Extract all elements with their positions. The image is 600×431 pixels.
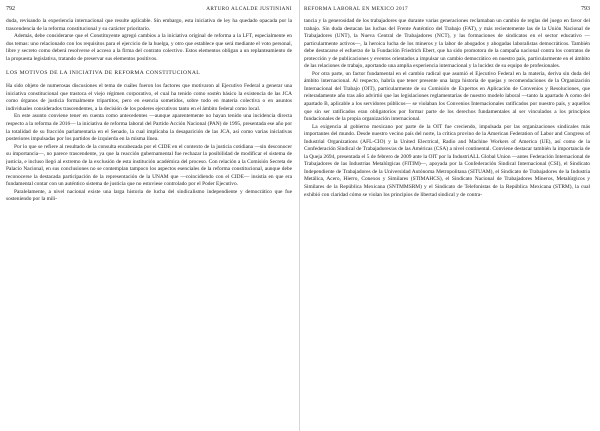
left-page-number: 792 xyxy=(6,6,15,12)
left-paragraph-1: duda, revisando la experiencia internacional que resulte aplicable. Sin embargo, esta iniciativa de ley ha quedado opacada por la trascendencia de la reforma constitucional y su carácter prioritario. xyxy=(6,18,292,32)
right-page-number: 793 xyxy=(581,6,590,12)
left-paragraph-4: En este asunto conviene tener en cuenta como antecedentes —aunque aparentemente no hayan tenido una incidencia directa respecto a la reforma de 2016— la iniciativa de reforma laboral del Partido Acción Nacional (PAN) de 1995, presentada ese año por la totalidad de su fracción parlamentaria en el Senado, la cual implicaba la desaparición de las JCA, así como varias iniciativas posteriores impulsadas por los partidos de izquierda en la misma línea. xyxy=(6,113,292,143)
left-running-head: ARTURO ALCALDE JUSTINIANI xyxy=(206,6,292,12)
right-page xyxy=(304,6,590,426)
left-page-header xyxy=(6,6,292,12)
left-page xyxy=(6,6,292,426)
right-running-head: REFORMA LABORAL EN MÉXICO 2017 xyxy=(304,6,409,12)
right-paragraph-1: tancia y la generosidad de los trabajadores que durante varias generaciones reclamaban un cambio de reglas del juego en favor del trabajo. Sin duda destacan las luchas del Frente Auténtico del Trabajo (FAT), y más recientemente las de la Unión Nacional de Trabajadores (UNT), la Nueva Central de Trabajadores (NCT), y las formaciones de sindicatos en el sector educativo —particularmente activos—, la heroica lucha de los mineros y la labor de abogados y abogadas laboralistas democráticos. También debe destacarse el esfuerzo de la Fundación Friedrich Ebert, que ha sido promotora de la campaña nacional contra los contratos de protección y de publicaciones y eventos orientados a impulsar un cambio democrático en nuestro país, particularmente en el ámbito de las relaciones de trabajo, aportando una amplia experiencia internacional y la lucidez de su equipo de profesionales. xyxy=(304,18,590,70)
left-paragraph-6: Paralelamente, a nivel nacional existe una larga historia de lucha del sindicalismo independiente y democrático que fue sosteniendo por la mili- xyxy=(6,188,292,203)
left-paragraph-5: Por lo que se refiere al resultado de la consulta encabezada por el CIDE en el contexto de la justicia cotidiana —sin desconocer su importancia—, no parece trascendente, ya que la reacción gubernamental fue rechazar la posibilidad de modificar el sistema de justicia, e incluso llegó al extremo de la exclusión de esta institución académica del proceso. Con relación a la Comisión Secreta de Palacio Nacional, en sus conclusiones no se contemplan tampoco los aspectos esenciales de la reforma constitucional, aunque debe reconocerse la destacada participación de la representación de la UNAM que —coincidiendo con el CIDE— insistía en que era fundamental contar con un auténtico sistema de justicia que no estuviese controlado por el Poder Ejecutivo. xyxy=(6,143,292,188)
right-paragraph-3: La exigencia al gobierno mexicano por parte de la OIT fue creciendo, impulsada por las organizaciones sindicales más importantes del mundo. Desde nuestro vecino país del norte, la crítica provino de la American Federation of Labor and Congress of Industrial Organizations (AFL-CIO) y la United Electrical, Radio and Machine Workers of America (UE), así como de la Confederación Sindical de Trabajadores/as de las Américas (CSA) a nivel continental. Conviene destacar también la importancia de la Queja 2694, presentada el 5 de febrero de 2009 ante la OIT por la IndustriALL Global Union —antes Federación Internacional de Trabajadores de las Industrias Metalúrgicas (FITIM)—, apoyada por la Confederación Sindical Internacional (CSI), el Sindicato Independiente de Trabajadores de la Universidad Autónoma Metropolitana (SITUAM), el Sindicato de Trabajadores de la Industria Metálica, Acero, Hierro, Conexos y Similares (STIMAHCS), el Sindicato Nacional de Trabajadores Mineros, Metalúrgicos y Similares de la República Mexicana (SNTMMSRM) y el Sindicato de Telefonistas de la República Mexicana (STRM), la cual exhibió con claridad cómo se violan los principios de libertad sindical y de contra- xyxy=(304,123,590,198)
section-heading: LOS MOTIVOS DE LA INICIATIVA DE REFORMA CONSTITUCIONAL xyxy=(6,70,201,77)
left-paragraph-3: Ha sido objeto de numerosas discusiones el tema de cuáles fueron los factores que motivaron al Ejecutivo Federal a generar una iniciativa constitucional que trastoca el viejo régimen corporativo, el cual ha tenido como sostén básico la existencia de las JCA como órganos de justicia formalmente tripartitos, pero en esencia sometidos, sobre todo en materia colectiva o en asuntos individuales considerados trascendentes, a la decisión de los poderes ejecutivos tanto en el ámbito federal como local. xyxy=(6,83,292,112)
right-page-header xyxy=(304,6,590,12)
page-gutter xyxy=(299,0,300,431)
right-paragraph-2: Por otra parte, un factor fundamental en el cambio radical que asumió el Ejecutivo Federal en la materia, deriva sin duda del ámbito internacional. Al respecto, habría que tener presente una larga historia de quejas y recomendaciones de la Organización Internacional del Trabajo (OIT), particularmente de su Comisión de Expertos en Aplicación de Convenios y Resoluciones, que reiteradamente año tras año advirtió que las legislaciones reglamentarias de nuestro modelo laboral —tanto la apartado A como del apartado B, aplicable a los servidores públicos— se violaban los Convenios Internacionales ratificados por nuestro país, y aquellos que sin ser ratificados eran obligatorios por formar parte de los derechos fundamentales al ser vinculados a los principios fundacionales de la propia organización internacional. xyxy=(304,70,590,123)
left-paragraph-2: Además, debe considerarse que el Constituyente agregó cambios a la iniciativa original de reforma a la LFT, especialmente en dos temas: uno relacionado con los requisitos para el ejercicio de la huelga, y otro que establece que será mediante el voto personal, libre y secreto como deberá resolverse el acceso a la firma del contrato colectivo. Estos elementos obligan a un replanteamiento de la propuesta legislativa, tratando de preservar sus elementos positivos. xyxy=(6,33,292,62)
